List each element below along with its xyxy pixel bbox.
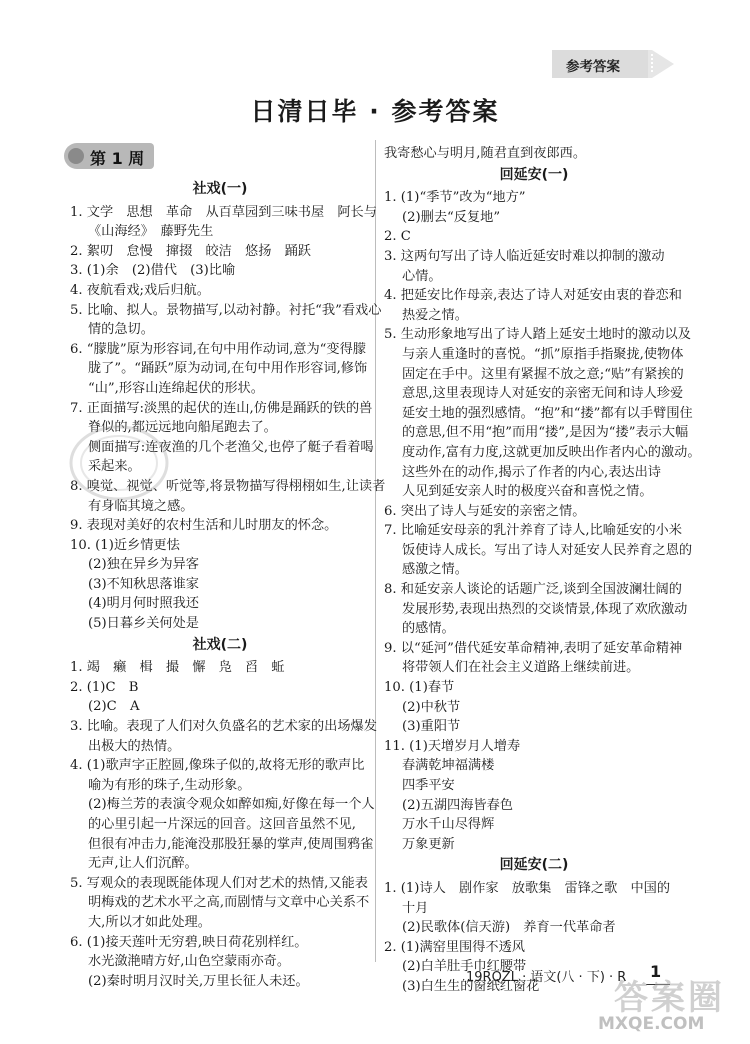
answer-line: 人见到延安亲人时的极度兴奋和喜悦之情。 [402,484,653,500]
answer-line: 的意思,但不用“抱”而用“搂”,是因为“搂”表示大幅 [402,425,689,441]
answer-item [384,188,684,208]
faded-stamp [64,418,174,508]
answer-line: (4)明月何时照我还 [88,596,199,612]
answer-line: 1. 文学 思想 革命 从百草园到三味书屋 阿长与 [70,204,377,220]
answer-item [384,918,684,938]
answer-line: 4. 夜航看戏;戏后归航。 [70,282,210,298]
answer-line: 与亲人重逢时的喜悦。“抓”原指手指聚拢,使物体 [402,346,684,362]
answer-line: 水光潋滟晴方好,山色空蒙雨亦奇。 [88,954,291,970]
answer-line: (2)独在异乡为异客 [88,557,199,573]
answer-item [70,301,382,340]
answer-line: 这些外在的动作,揭示了作者的内心,表达出诗 [402,464,661,480]
answer-line: 5. 写观众的表现既能体现人们对艺术的热情,又能表 [70,875,368,891]
answer-item [70,874,370,933]
answer-line: (2)C A [88,699,140,715]
answer-line: 的心里引起一片深远的回音。这回音虽然不见, [88,817,356,832]
answer-line: 固定在手中。这里有紧握不放之意;“贴”有紧挨的 [402,366,684,382]
answer-item [70,697,370,717]
answer-line: 采起来。 [88,459,141,475]
answer-item [384,208,684,228]
section-heading: 回延安(二) [499,857,569,874]
answer-line: 延安土地的强烈感情。“抱”和“搂”都有以手臂围住 [402,405,693,421]
answer-line: (2)五湖四海皆春色 [402,797,513,813]
answer-line: 3. 这两句写出了诗人临近延安时难以抑制的激动 [384,248,665,264]
answer-line: 9. 以“延河”借代延安革命精神,表明了延安革命精神 [384,640,683,656]
answer-item [384,938,684,958]
left-column [70,178,386,991]
answer-line: 11. (1)天增岁月人增寿 [384,738,521,754]
answer-line: 1. (1)诗人 剧作家 放歌集 雷锋之歌 中国的 [384,880,671,896]
answer-line: 喻为有形的珠子,生动形象。 [88,777,251,793]
answer-line: 意思,这里表现诗人对延安的亲密无间和诗人珍爱 [402,386,684,402]
answer-item [70,933,370,992]
answer-line: 脊似的,都远远地向船尾跑去了。 [88,420,277,436]
answer-item [70,261,370,281]
answer-item [384,580,688,639]
answer-item [70,516,370,536]
answer-line: 2. (1)满窑里围得不透风 [384,939,525,955]
answer-line: (2)民歌体(信天游) 养育一代革命者 [402,920,616,936]
answer-line: 但很有冲击力,能淹没那股狂暴的掌声,使周围鸦雀 [88,836,374,852]
answer-item [70,678,370,698]
answer-line: 大,所以才如此处理。 [88,914,211,930]
answer-line: 1. 竭 癞 楫 撮 懈 凫 舀 蚯 [70,660,285,676]
answer-line: 2. 絮叨 怠慢 撺掇 皎洁 悠扬 踊跃 [70,243,311,259]
answer-item [384,286,684,325]
answer-line: 7. 比喻延安母亲的乳汁养育了诗人,比喻延安的小米 [384,523,682,539]
answer-line: 明梅戏的艺术水平之高,而剧情与文章中心关系不 [88,895,370,911]
answer-line: 春满乾坤福满楼 [402,758,495,774]
answer-line: 1. (1)“季节”改为“地方” [384,190,526,206]
answer-line: (3)不知秋思落谁家 [88,576,199,592]
answer-item [384,502,684,522]
answer-line: 9. 表现对美好的农村生活和儿时朋友的怀念。 [70,518,338,534]
tab-label: 参考答案 [566,59,620,75]
answer-line: 6. 突出了诗人与延安的亲密之情。 [384,503,586,519]
answer-line: 5. 生动形象地写出了诗人踏上延安土地时的激动以及 [384,327,691,343]
answer-line: 心情。 [402,268,442,284]
answer-line: 《山海经》 藤野先生 [88,224,214,240]
answer-item [70,281,370,301]
answer-line: 10. (1)近乡情更怯 [70,537,180,553]
answer-item [384,698,684,737]
answer-line: 十月 [402,900,429,916]
answer-item [70,555,370,633]
page-number: 1 [650,962,662,981]
answer-item [384,756,684,854]
week-heading [64,143,184,171]
answer-line: 将带领人们在社会主义道路上继续前进。 [402,660,640,676]
answer-line: (2)中秋节 [402,699,461,715]
answer-item [384,737,684,757]
answer-line: 有身临其境之感。 [88,498,194,514]
answer-item [384,325,701,501]
section-heading: 社戏(二) [192,636,248,653]
answer-line: 出极大的热情。 [88,738,181,754]
answer-item [70,536,370,556]
answer-line: 侧面描写:连夜渔的几个老渔父,也停了艇子看着喝 [88,439,374,455]
right-column [384,144,701,997]
answer-line: (2)删去“反复地” [402,209,501,225]
answer-line: 3. 比喻。表现了人们对久负盛名的艺术家的出场爆发 [70,719,377,735]
answer-line: 感激之情。 [402,562,468,578]
answer-line: 5. 比喻、拟人。景物描写,以动衬静。衬托“我”看戏心 [70,302,382,318]
answer-line: 胧了”。“踊跃”原为动词,在句中用作形容词,修饰 [88,361,368,377]
answer-line: 的感情。 [402,621,455,637]
answer-item [384,521,693,580]
answer-line: 8. 和延安亲人谈论的话题广泛,谈到全国波澜壮阔的 [384,582,682,598]
answer-line: 万象更新 [402,836,455,852]
answer-line: 10. (1)春节 [384,680,455,696]
section-heading: 回延安(一) [499,166,569,183]
answer-line: 4. 把延安比作母亲,表达了诗人对延安由衷的眷恋和 [384,288,682,304]
answer-line: 情的急切。 [88,322,154,338]
answer-line: (3)白生生的窗纸红窗花 [402,978,540,994]
answer-item [384,144,684,164]
watermark [596,970,746,1036]
answer-line: 2. (1)C B [70,679,139,695]
answer-line: 发展形势,表现出热烈的交谈情景,体现了欢欣激动 [402,601,688,617]
answer-line: (3)重阳节 [402,719,461,735]
answer-line: (2)白羊肚手巾红腰带 [402,959,527,975]
answer-line: 6. “朦胧”原为形容词,在句中用作动词,意为“变得朦 [70,341,366,357]
answer-item [70,717,377,756]
answer-line: 四季平安 [402,778,455,793]
watermark-url: MXQE.COM [598,1014,705,1034]
answer-item [384,639,684,678]
answer-line: 饭使诗人成长。写出了诗人对延安人民养育之恩的 [402,542,693,558]
answer-line: 6. (1)接天莲叶无穷碧,映日荷花别样红。 [70,934,308,950]
answer-item [384,879,684,918]
answer-line: (5)日暮乡关何处是 [88,616,199,632]
answer-line: 万水千山尽得辉 [402,817,495,833]
answer-line: 热爱之情。 [402,307,468,323]
answer-line: 无声,让人们沉醉。 [88,856,198,872]
answer-line: 度动作,富有力度,这就更加反映出作者内心的激动。 [402,444,701,460]
section-heading: 社戏(一) [192,181,248,197]
answer-item [384,247,684,286]
answer-item [70,340,370,399]
answer-line: 7. 正面描写:淡黑的起伏的连山,仿佛是踊跃的铁的兽 [70,400,373,416]
answer-line: 4. (1)歌声字正腔圆,像珠子似的,故将无形的歌声比 [70,758,365,774]
answer-line: “山”,形容山连绵起伏的形状。 [88,380,264,396]
answer-item [384,227,684,247]
page-title: 日清日毕 · 参考答案 [250,97,500,126]
week-label: 第 1 周 [90,149,145,168]
answer-item [70,756,375,874]
answer-item [384,678,684,698]
answer-item [70,658,370,678]
column-divider [375,140,376,962]
answer-line: (2)梅兰芳的表演令观众如醉如痴,好像在每一个人 [88,797,375,813]
watermark-logo-text: 答案圈 [614,978,725,1018]
answer-item [70,203,377,242]
answer-item [70,242,370,262]
answer-line: 我寄愁心与明月,随君直到夜郎西。 [384,146,587,161]
answer-line: 2. C [384,229,411,245]
answer-tab [552,50,674,78]
footer-code: 19RQZL · 语文(八 · 下) · R [466,970,627,985]
answer-line: 8. 嗅觉、视觉、听觉等,将景物描写得栩栩如生,让读者 [70,478,386,494]
answer-line: (2)秦时明月汉时关,万里长征人未还。 [88,973,309,989]
answer-line: 3. (1)余 (2)借代 (3)比喻 [70,263,236,279]
